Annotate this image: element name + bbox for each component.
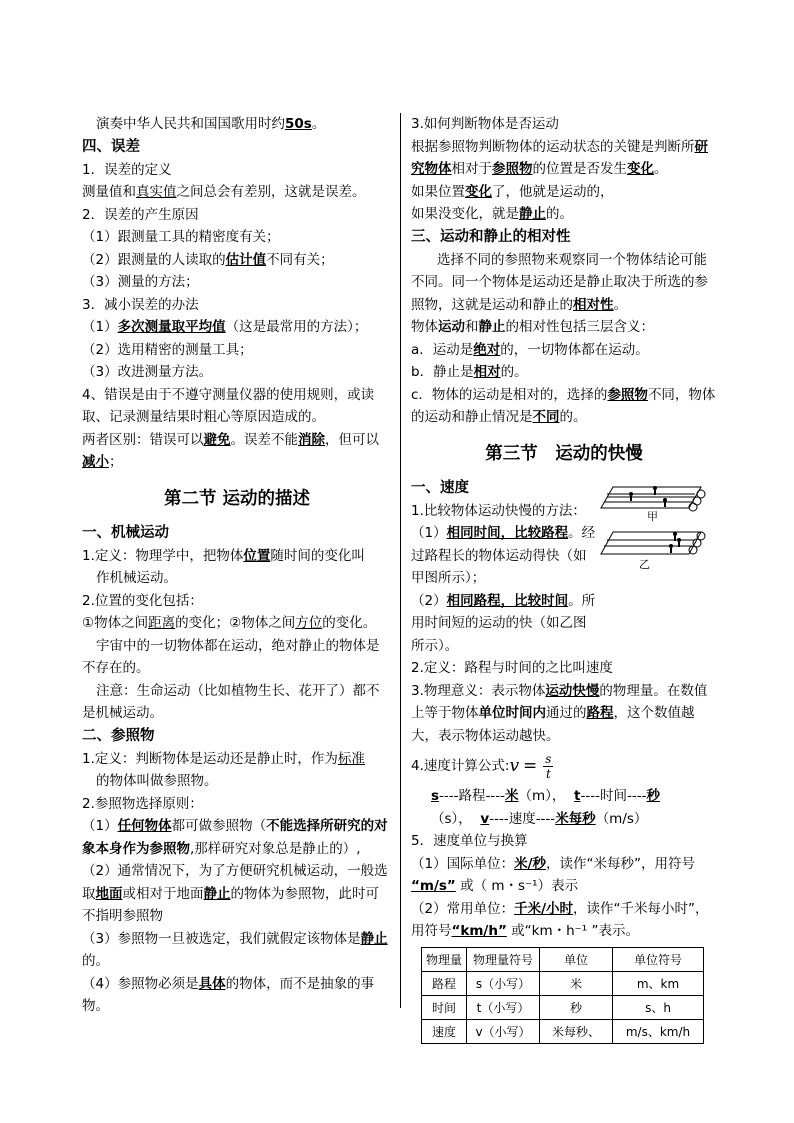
table-cell: t（小写） xyxy=(467,995,540,1019)
text: c．物体的运动是相对的，选择的参照物不同，物体的运动和静止情况是不同的。 xyxy=(411,386,716,425)
text: 2.参照物选择原则： xyxy=(82,795,203,812)
table-header: 物理量符号 xyxy=(467,947,540,971)
text: 4、错误是由于不遵守测量仪器的使用规则，或读取、记录测量结果时粗心等原因造成的。 xyxy=(82,386,375,425)
figure-label-jia: 甲 xyxy=(647,510,658,523)
text: 的物体叫做参照物。 xyxy=(96,773,218,789)
figure-label-yi: 乙 xyxy=(639,558,650,571)
table-cell: 米 xyxy=(540,971,613,995)
text: （1）跟测量工具的精密度有关； xyxy=(82,229,280,245)
text: 2．误差的产生原因 xyxy=(82,206,199,223)
text: 物体运动和静止的相对性包括三层含义： xyxy=(411,319,654,335)
table-header: 单位 xyxy=(540,947,613,971)
text: （3）参照物一旦被选定，我们就假定该物体是静止的。 xyxy=(82,930,388,969)
table-cell: s、h xyxy=(613,995,704,1019)
table-cell: 速度 xyxy=(422,1019,467,1043)
speed-formula: v = $\frac{s}{t}$ xyxy=(509,751,552,781)
text: 根据参照物判断物体的运动状态的关键是判断所研究物体相对于参照物的位置是否发生变化。 xyxy=(411,138,708,177)
text: 作机械运动。 xyxy=(96,570,177,586)
text: （2）相同路程，比较时间。所用时间短的运动的快（如乙图所示）。 xyxy=(411,592,596,654)
text: 5．速度单位与换算 xyxy=(411,833,528,849)
text: （1）相同时间，比较路程。经过路程长的物体运动得快（如甲图所示）； xyxy=(411,525,596,586)
table-header-row xyxy=(422,947,704,971)
table-cell: 米每秒、 xyxy=(540,1019,613,1043)
units-table xyxy=(421,947,704,1044)
text: （4）参照物必须是具体的物体，而不是抽象的事物。 xyxy=(82,975,375,1014)
table-cell: v（小写） xyxy=(467,1019,540,1043)
text: 如果没变化，就是静止的。 xyxy=(411,206,573,222)
heading-error: 四、误差 xyxy=(82,138,140,155)
text: 选择不同的参照物来观察同一个物体结论可能不同。同一个物体是运动还是静止取决于所选的参照物，这就是运动和静止的相对性。 xyxy=(411,251,708,313)
text: （3）改进测量方法。 xyxy=(82,364,213,380)
text: （2）跟测量的人读取的估计值不同有关； xyxy=(82,251,334,268)
column-divider xyxy=(400,113,401,1008)
text: 2.定义：路程与时间的之比叫速度 xyxy=(411,660,613,676)
runners-figure xyxy=(593,484,713,578)
text: 1.定义：判断物体是运动还是静止时，作为标准 xyxy=(82,750,365,767)
text: 如果位置变化了，他就是运动的， xyxy=(411,183,614,200)
table-cell: m、km xyxy=(613,971,704,995)
formula-line: 4.速度计算公式: v = $\frac{s}{t}$ xyxy=(411,747,717,785)
text: a．运动是绝对的，一切物体都在运动。 xyxy=(411,341,649,358)
table-cell: 秒 xyxy=(540,995,613,1019)
heading: 三、运动和静止的相对性 xyxy=(411,228,571,245)
text: （1）任何物体都可做参照物（不能选择所研究的对象本身作为参照物,那样研究对象总是静止的）, xyxy=(82,818,388,857)
table-row xyxy=(422,1019,704,1043)
text: 测量值和真实值之间总会有差别，这就是误差。 xyxy=(82,184,366,200)
text: （1）多次测量取平均值（这是最常用的方法）； xyxy=(82,319,368,335)
table-row xyxy=(422,995,704,1019)
text: 两者区别：错误可以避免。误差不能消除，但可以减小； xyxy=(82,431,379,470)
table-cell: 时间 xyxy=(422,995,467,1019)
text: （1）国际单位：米/秒，读作“米每秒”，用符号 “m/s” 或（ m・s⁻¹）表示 xyxy=(411,855,696,894)
table-header: 单位符号 xyxy=(613,947,704,971)
section-title: 第三节 运动的快慢 xyxy=(485,443,643,464)
text: 1.定义：物理学中，把物体位置随时间的变化叫 xyxy=(82,547,365,564)
anthem-line: 演奏中华人民共和国国歌用时约50s。 xyxy=(96,116,326,132)
text: （2）选用精密的测量工具； xyxy=(82,341,253,358)
text: （s）， v----速度----米每秒（m/s） xyxy=(431,810,648,827)
text: 1.比较物体运动快慢的方法： xyxy=(411,502,586,519)
text: s----路程----米（m）， t----时间----秒 xyxy=(431,788,660,804)
text: （3）测量的方法； xyxy=(82,274,199,290)
text: （2）常用单位：千米/小时，读作“千米每小时”，用符号“km/h” 或“km・h⁻¹ ”表示。 xyxy=(411,900,709,939)
section-title: 第二节 运动的描述 xyxy=(163,488,311,509)
text: （2）通常情况下，为了方便研究机械运动，一般选取地面或相对于地面静止的物体为参照物，此时可不指明参照物 xyxy=(82,863,388,924)
table-cell: s（小写） xyxy=(467,971,540,995)
heading: 一、速度 xyxy=(411,479,469,496)
text: 注意：生命运动（比如植物生长、花开了）都不是机械运动。 xyxy=(82,682,380,721)
table-cell: 路程 xyxy=(422,971,467,995)
table-header: 物理量 xyxy=(422,947,467,971)
text: b．静止是相对的。 xyxy=(411,364,528,380)
text: 1．误差的定义 xyxy=(82,161,172,178)
text: 2.位置的变化包括： xyxy=(82,592,203,609)
text: 3.物理意义：表示物体运动快慢的物理量。在数值上等于物体单位时间内通过的路程，这个数值越大，表示物体运动越快。 xyxy=(411,682,708,744)
text: 3．减小误差的办法 xyxy=(82,296,199,313)
text: ①物体之间距离的变化；②物体之间方位的变化。 xyxy=(82,615,377,631)
table-row xyxy=(422,971,704,995)
runners-illustration xyxy=(593,484,713,574)
heading: 二、参照物 xyxy=(82,727,155,744)
heading: 一、机械运动 xyxy=(82,524,169,541)
text: 宇宙中的一切物体都在运动，绝对静止的物体是不存在的。 xyxy=(82,637,380,676)
right-column xyxy=(411,113,717,1044)
text: 3.如何判断物体是否运动 xyxy=(411,116,559,132)
left-column xyxy=(82,113,392,1018)
table-cell: m/s、km/h xyxy=(613,1019,704,1043)
